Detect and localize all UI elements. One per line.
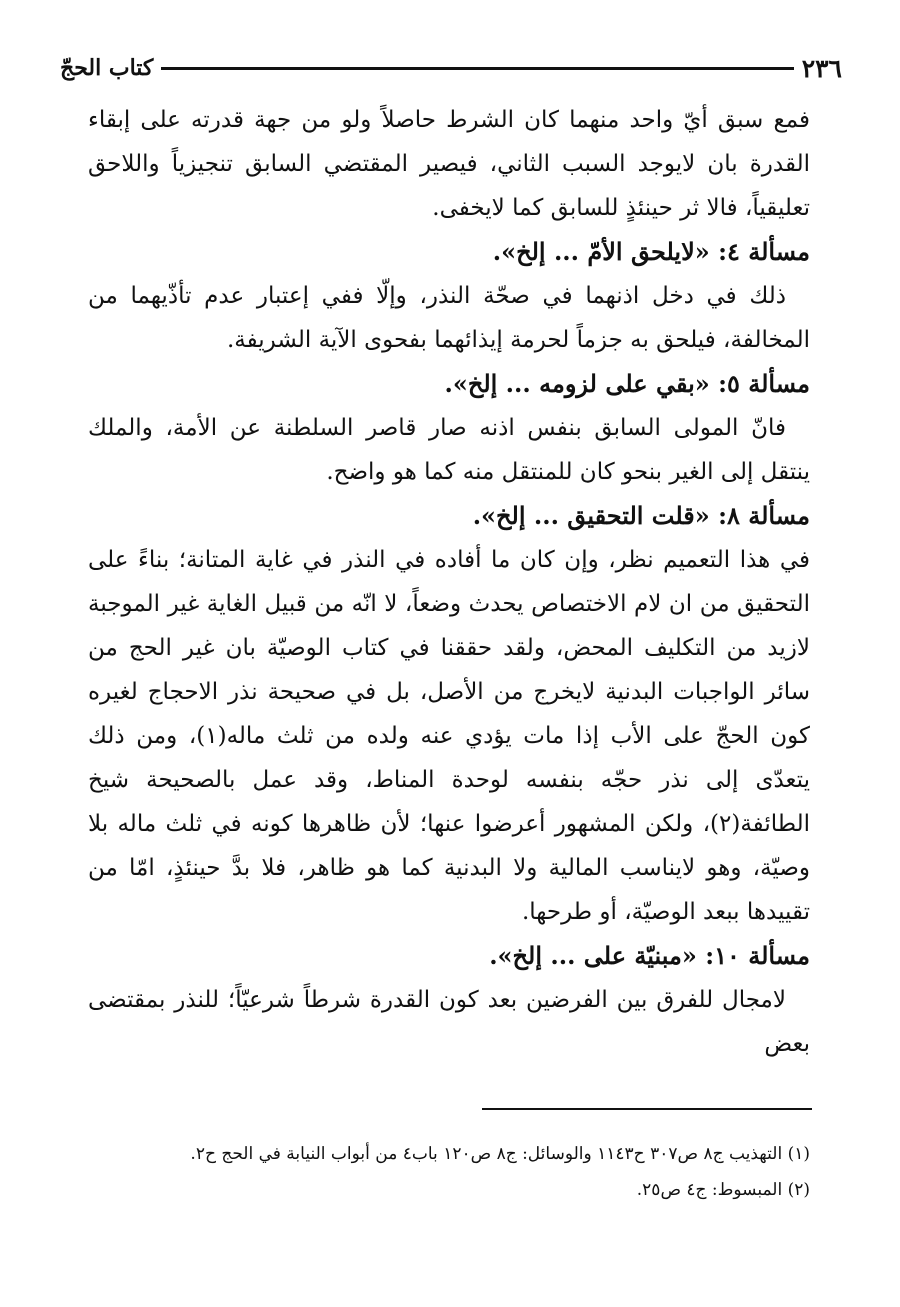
body-text — [88, 98, 810, 1066]
footnote-separator — [482, 1108, 812, 1110]
paragraph: لامجال للفرق بين الفرضين بعد كون القدرة شرطاً شرعيّاً؛ للنذر بمقتضى بعض — [88, 987, 810, 1057]
page-number: ٢٣٦ — [801, 53, 842, 83]
paragraph: في هذا التعميم نظر، وإن كان ما أفاده في النذر في غاية المتانة؛ بناءً على التحقيق من ان لام الاختصاص يحدث وضعاً، لا انّه من قبيل الغاية غير الموجبة لازيد من التكليف المحض، ولقد حققنا في كتاب الوصيّة بان غير الحج من سائر الواجبات البدنية لايخرج من الأصل، بل في صحيحة نذر الاحجاج لغيره كون الحجّ على الأب إذا مات يؤدي عنه ولده من ثلث ماله(١)، ومن ذلك يتعدّى إلى نذر حجّه بنفسه لوحدة المناط، وقد عمل بالصحيحة شيخ الطائفة(٢)، ولكن المشهور أعرضوا عنها؛ لأن ظاهرها كونه في ثلث ماله بلا وصيّة، وهو لايناسب المالية ولا البدنية كما هو ظاهر، فلا بدَّ حينئذٍ، امّا من تقييدها ببعد الوصيّة، أو طرحها. — [88, 547, 811, 925]
paragraph: ذلك في دخل اذنهما في صحّة النذر، وإلّا ففي إعتبار عدم تأذّيهما من المخالفة، فيلحق به جزماً لحرمة إيذائهما بفحوى الآية الشريفة. — [88, 283, 810, 353]
header-rule — [161, 67, 793, 70]
section-heading: مسألة ١٠: «مبنيّة على ... إلخ». — [489, 941, 810, 970]
running-title: كتاب الحجّ — [60, 55, 154, 81]
footnote: (٢) المبسوط: ج٤ ص٢٥. — [636, 1180, 810, 1200]
section-heading: مسألة ٤: «لايلحق الأمّ ... إلخ». — [492, 237, 810, 266]
footnote: (١) التهذيب ج٨ ص٣٠٧ ح١١٤٣ والوسائل: ج٨ ص١٢٠ باب٤ من أبواب النيابة في الحج ح٢. — [190, 1144, 810, 1164]
paragraph: فمع سبق أيّ واحد منهما كان الشرط حاصلاً ولو من جهة قدرته على إبقاء القدرة بان لايوجد السبب الثاني، فيصير المقتضي السابق تنجيزياً واللاحق تعليقياً، فالا ثر حينئذٍ للسابق كما لايخفى. — [88, 107, 810, 221]
page-header — [60, 48, 842, 88]
section-heading: مسألة ٨: «قلت التحقيق ... إلخ». — [472, 501, 810, 530]
footnotes — [88, 1136, 810, 1208]
paragraph: فانّ المولى السابق بنفس اذنه صار قاصر السلطنة عن الأمة، والملك ينتقل إلى الغير بنحو كان للمنتقل منه كما هو واضح. — [88, 415, 810, 485]
section-heading: مسألة ٥: «بقي على لزومه ... إلخ». — [444, 369, 810, 398]
